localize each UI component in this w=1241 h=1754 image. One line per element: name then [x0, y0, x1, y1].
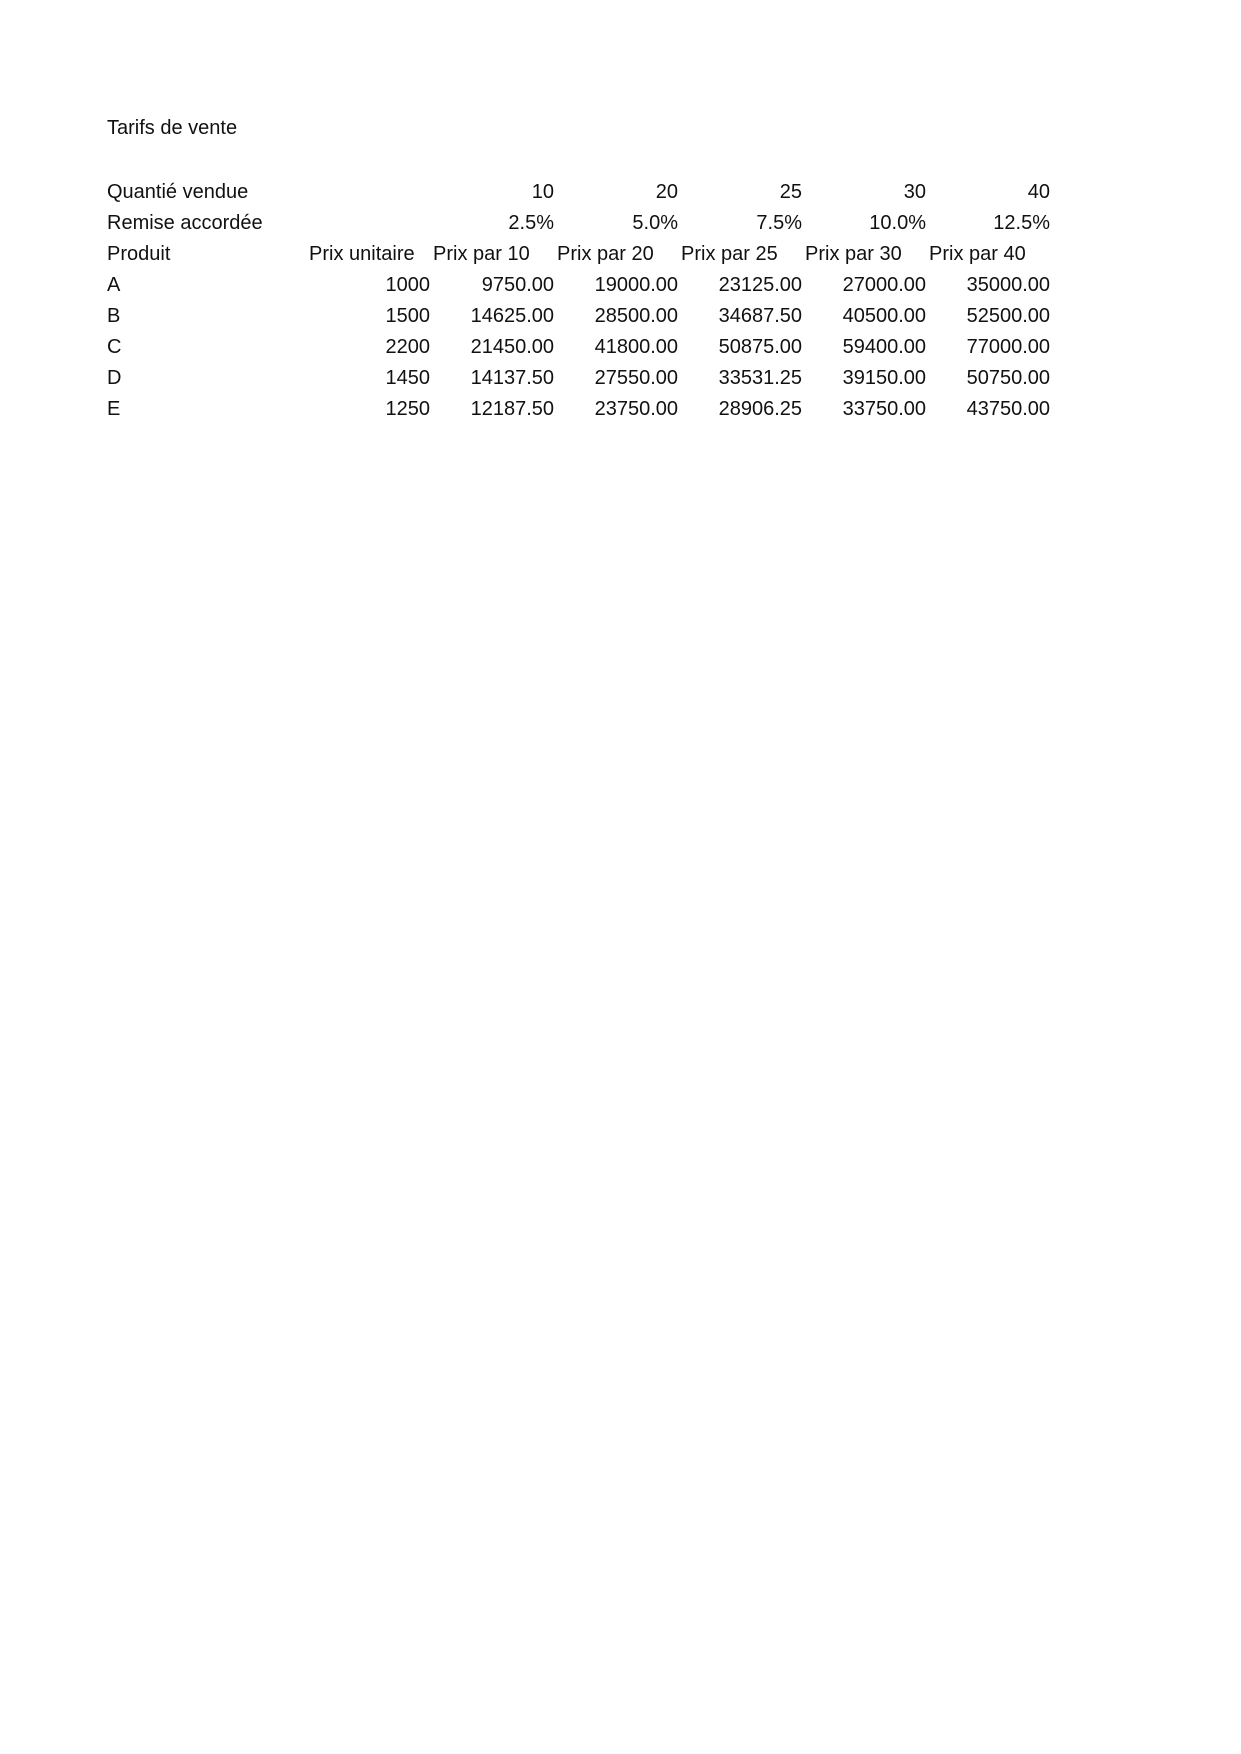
- product-column-header: Produit: [107, 243, 171, 265]
- product-name: D: [107, 367, 122, 389]
- quantity-cell: 20: [655, 181, 678, 203]
- discount-label: Remise accordée: [107, 212, 263, 234]
- price-cell: 39150.00: [842, 367, 926, 389]
- unit-price-cell: 1500: [385, 305, 430, 327]
- price-cell: 28906.25: [718, 398, 802, 420]
- price-column-header: Prix par 40: [929, 243, 1026, 265]
- price-cell: 27000.00: [842, 274, 926, 296]
- price-cell: 41800.00: [594, 336, 678, 358]
- empty-cell: [306, 177, 430, 208]
- price-cell: 33531.25: [718, 367, 802, 389]
- quantity-cell: 25: [779, 181, 802, 203]
- table-row: [107, 363, 1050, 394]
- product-name: C: [107, 336, 122, 358]
- price-cell: 34687.50: [718, 305, 802, 327]
- unit-price-cell: 1450: [385, 367, 430, 389]
- price-cell: 43750.00: [966, 398, 1050, 420]
- header-row: [107, 239, 1050, 270]
- product-name: B: [107, 305, 121, 327]
- price-cell: 59400.00: [842, 336, 926, 358]
- product-name: E: [107, 398, 121, 420]
- discount-cell: 12.5%: [993, 212, 1050, 234]
- empty-cell: [306, 208, 430, 239]
- price-column-header: Prix par 10: [433, 243, 530, 265]
- quantity-cell: 10: [531, 181, 554, 203]
- quantity-label: Quantié vendue: [107, 181, 249, 203]
- price-cell: 50750.00: [966, 367, 1050, 389]
- price-cell: 28500.00: [594, 305, 678, 327]
- price-cell: 21450.00: [470, 336, 554, 358]
- table-row: [107, 301, 1050, 332]
- unit-price-cell: 2200: [385, 336, 430, 358]
- price-cell: 77000.00: [966, 336, 1050, 358]
- price-cell: 40500.00: [842, 305, 926, 327]
- quantity-cell: 30: [903, 181, 926, 203]
- price-cell: 52500.00: [966, 305, 1050, 327]
- price-cell: 9750.00: [481, 274, 554, 296]
- table-row: [107, 394, 1050, 425]
- price-cell: 35000.00: [966, 274, 1050, 296]
- price-column-header: Prix par 20: [557, 243, 654, 265]
- discount-row: [107, 208, 1050, 239]
- price-cell: 33750.00: [842, 398, 926, 420]
- price-cell: 12187.50: [470, 398, 554, 420]
- price-cell: 27550.00: [594, 367, 678, 389]
- discount-cell: 2.5%: [508, 212, 554, 234]
- sheet-title: Tarifs de vente: [107, 117, 238, 139]
- discount-cell: 7.5%: [756, 212, 802, 234]
- price-cell: 50875.00: [718, 336, 802, 358]
- table-row: [107, 332, 1050, 363]
- price-cell: 19000.00: [594, 274, 678, 296]
- price-cell: 23750.00: [594, 398, 678, 420]
- quantity-row: [107, 177, 1050, 208]
- table-row: [107, 270, 1050, 301]
- price-cell: 14137.50: [470, 367, 554, 389]
- discount-cell: 10.0%: [869, 212, 926, 234]
- unit-price-column-header: Prix unitaire: [309, 243, 415, 265]
- unit-price-cell: 1000: [385, 274, 430, 296]
- price-column-header: Prix par 25: [681, 243, 778, 265]
- price-cell: 14625.00: [470, 305, 554, 327]
- quantity-cell: 40: [1027, 181, 1050, 203]
- discount-cell: 5.0%: [632, 212, 678, 234]
- price-cell: 23125.00: [718, 274, 802, 296]
- price-column-header: Prix par 30: [805, 243, 902, 265]
- price-table: [107, 177, 1050, 425]
- unit-price-cell: 1250: [385, 398, 430, 420]
- product-name: A: [107, 274, 121, 296]
